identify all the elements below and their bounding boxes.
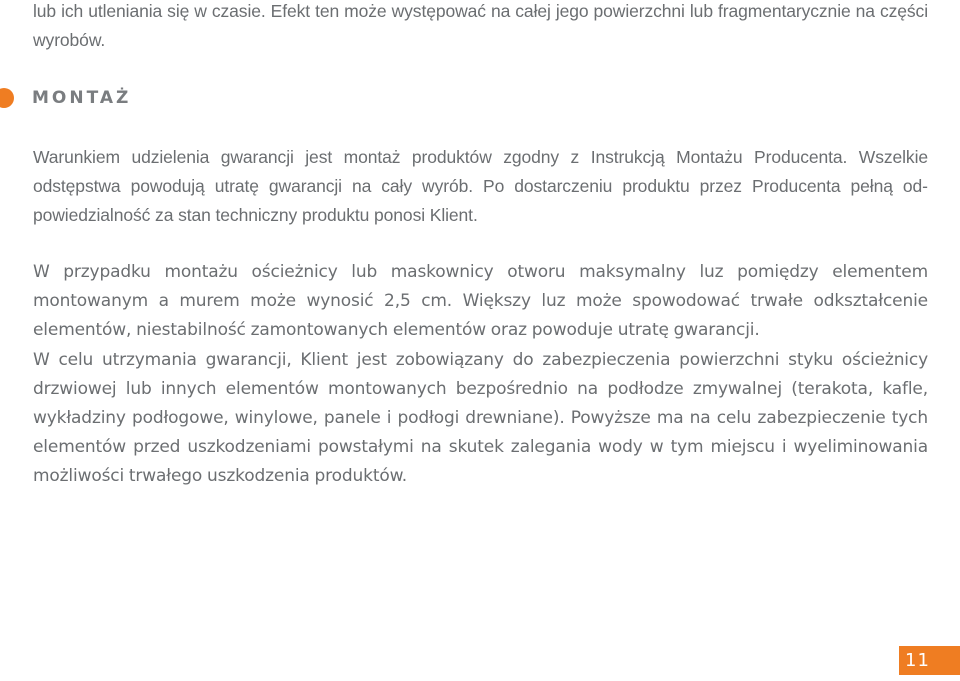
paragraph-warranty-conditions: Warunkiem udzielenia gwarancji jest montaż produktów zgodny z Instrukcją Montażu Producenta. Wszelkie odstępstwa powodują utratę gwarancji na cały wyrób. Po dostarczeniu produktu przez Producenta pełną odpowiedzialność za stan techniczny produktu ponosi Klient.: [33, 147, 928, 225]
intro-paragraph: lub ich utleniania się w czasie. Efekt ten może występować na całej jego powierzchni lub fragmentarycznie na części wyrobów.: [33, 1, 928, 50]
section-title: MONTAŻ: [32, 88, 132, 108]
section-header-montaz: [0, 86, 131, 110]
paragraph-floor-protection: W celu utrzymania gwarancji, Klient jest zobowiązany do zabezpieczenia powierzchni styku ościeżnicy drzwiowej lub innych elementów montowanych bezpośrednio na podłodze zmywalnej (terakota, kafle, wykładziny podłogowe, winylowe, panele i podłogi drewniane). Powyższe ma na celu zabezpieczenie tych elementów przed uszkodzeniami powstałymi na skutek zalegania wody w tym miejscu i wyeliminowania możliwości trwałego uszkodzenia produktów.: [33, 350, 928, 486]
paragraph-mounting-gap: W przypadku montażu ościeżnicy lub maskownicy otworu maksymalny luz pomiędzy elementem montowanym a murem może wynosić 2,5 cm. Większy luz może spowodować trwałe odkształcenie elementów, niestabilność zamontowanych elementów oraz powoduje utratę gwarancji.: [33, 262, 928, 340]
orange-bullet-icon: [0, 88, 14, 108]
page-number-badge: 11: [899, 646, 960, 675]
